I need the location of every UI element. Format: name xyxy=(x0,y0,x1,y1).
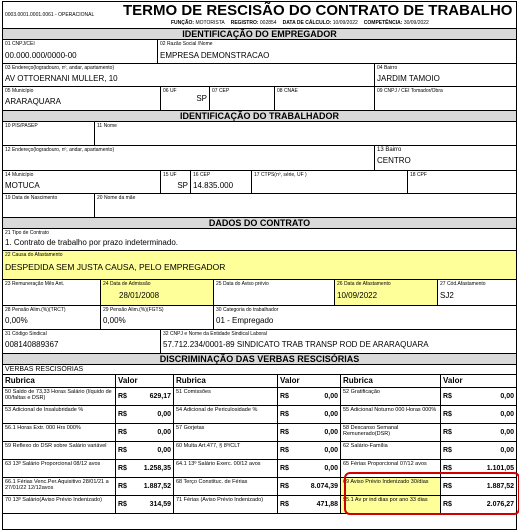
field-31 xyxy=(3,330,161,353)
verba-valor xyxy=(278,406,341,423)
label-12: 12 Endereço(logradouro, nº, andar, apartamento) xyxy=(5,147,115,153)
verbas-row xyxy=(3,388,516,406)
label-22: 22 Causa do Afastamento xyxy=(5,252,63,258)
verba-amount: 471,88 xyxy=(316,501,338,508)
currency-symbol: R$ xyxy=(118,429,127,436)
currency-symbol: R$ xyxy=(280,447,289,454)
row-trabalhador-1 xyxy=(3,122,516,146)
verba-amount: 1.258,35 xyxy=(143,465,171,472)
row-contrato-5 xyxy=(3,330,516,354)
verba-rubrica: 69 Aviso Prévio Indenizado 30/dias xyxy=(341,478,441,495)
currency-symbol: R$ xyxy=(118,483,127,490)
field-07 xyxy=(210,87,275,110)
value-05: ARARAQUARA xyxy=(5,97,62,106)
verba-rubrica: 66.1 Férias Venc.Per.Aquisitivo 28/01/21 a 27/01/22 12/12avos xyxy=(3,478,116,495)
field-18 xyxy=(408,171,516,193)
row-contrato-1 xyxy=(3,229,516,251)
field-22 xyxy=(3,251,516,279)
verba-rubrica: 59 Reflexo do DSR sobre Salário variável xyxy=(3,442,116,459)
row-trabalhador-2 xyxy=(3,146,516,171)
competencia-value: 30/09/2022 xyxy=(403,20,429,26)
field-26 xyxy=(335,280,438,305)
currency-symbol: R$ xyxy=(118,393,127,400)
value-06: SP xyxy=(196,94,207,103)
field-01 xyxy=(3,40,158,63)
verba-valor xyxy=(441,442,516,459)
verba-valor xyxy=(278,460,341,477)
currency-symbol: R$ xyxy=(118,465,127,472)
value-04: JARDIM TAMOIO xyxy=(377,74,440,83)
document-code: 0003.0001.0001.0061 - OPERACIONAL xyxy=(5,12,95,18)
currency-symbol: R$ xyxy=(280,483,289,490)
value-14: MOTUCA xyxy=(5,181,40,190)
verba-rubrica: 51 Comissões xyxy=(174,388,278,405)
verba-valor xyxy=(441,424,516,441)
section-empregador: IDENTIFICAÇÃO DO EMPREGADOR xyxy=(3,29,516,40)
currency-symbol: R$ xyxy=(443,393,452,400)
field-21 xyxy=(3,229,516,250)
label-17: 17 CTPS(nº, série, UF ) xyxy=(254,172,307,178)
currency-symbol: R$ xyxy=(118,411,127,418)
field-03 xyxy=(3,64,375,86)
field-04 xyxy=(375,64,516,86)
funcao-value: MOTORISTA xyxy=(195,20,225,26)
currency-symbol: R$ xyxy=(118,501,127,508)
registro-value: 002854 xyxy=(259,20,277,26)
verba-rubrica: 62 Salário-Família xyxy=(341,442,441,459)
currency-symbol: R$ xyxy=(443,501,452,508)
verbas-row xyxy=(3,478,516,496)
verba-valor xyxy=(116,478,174,495)
field-02 xyxy=(158,40,516,63)
label-09: 09 CNPJ / CEI Tomador/Obra xyxy=(377,88,443,94)
verba-valor xyxy=(441,406,516,423)
verba-rubrica: 68 Terço Constituc. de Férias xyxy=(174,478,278,495)
label-29: 29 Pensão Alim.(%)(FGTS) xyxy=(103,307,164,313)
value-22: DESPEDIDA SEM JUSTA CAUSA, PELO EMPREGADOR xyxy=(5,262,226,272)
label-19: 19 Data de Nascimento xyxy=(5,195,58,201)
value-32: 57.712.234/0001-89 SINDICATO TRAB TRANSP ROD DE ARARAQUARA xyxy=(163,340,429,349)
verba-amount: 0,00 xyxy=(500,393,514,400)
verba-valor xyxy=(441,478,516,495)
funcao-label: FUNÇÃO: xyxy=(171,20,195,26)
value-03: AV OTTOERNANI MULLER, 10 xyxy=(5,74,118,83)
row-contrato-3 xyxy=(3,280,516,306)
verba-rubrica: 53 Adicional de Insalubridade % xyxy=(3,406,116,423)
competencia-label: COMPETÊNCIA: xyxy=(363,20,403,26)
title-bar xyxy=(3,2,516,19)
currency-symbol: R$ xyxy=(118,447,127,454)
label-24: 24 Data de Admissão xyxy=(103,281,151,287)
document-title: TERMO DE RESCISÃO DO CONTRATO DE TRABALHO xyxy=(123,2,513,19)
value-30: 01 - Empregado xyxy=(216,316,274,325)
verba-rubrica: 57 Gorjetas xyxy=(174,424,278,441)
field-28 xyxy=(3,306,101,329)
section-trabalhador: IDENTIFICAÇÃO DO TRABALHADOR xyxy=(3,111,516,122)
field-23 xyxy=(3,280,101,305)
label-11: 11 Nome xyxy=(97,123,117,129)
field-30 xyxy=(214,306,516,329)
label-05: 05 Município xyxy=(5,88,34,94)
field-25 xyxy=(214,280,335,305)
verbas-row xyxy=(3,496,516,514)
value-15: SP xyxy=(177,181,188,190)
label-03: 03 Endereço(logradouro, nº, andar, apartamento) xyxy=(5,65,115,71)
verba-amount: 0,00 xyxy=(500,429,514,436)
field-15 xyxy=(161,171,191,193)
verba-rubrica: 71 Férias (Aviso Prévio Indenizado) xyxy=(174,496,278,513)
currency-symbol: R$ xyxy=(280,393,289,400)
verba-valor xyxy=(116,442,174,459)
value-29: 0,00% xyxy=(103,316,126,325)
verba-amount: 8.074,39 xyxy=(310,483,338,490)
label-28: 28 Pensão Alim.(%)(TRCT) xyxy=(5,307,66,313)
row-contrato-4 xyxy=(3,306,516,330)
verba-rubrica: 54 Adicional de Periculosidade % xyxy=(174,406,278,423)
verba-valor xyxy=(116,496,174,513)
verba-amount: 0,00 xyxy=(157,411,171,418)
value-27: SJ2 xyxy=(440,291,454,300)
label-04: 04 Bairro xyxy=(377,65,398,71)
header-rubrica-2: Rubrica xyxy=(174,375,278,387)
label-07: 07 CEP xyxy=(212,88,230,94)
verba-amount: 1.887,52 xyxy=(486,483,514,490)
verba-valor xyxy=(116,406,174,423)
value-13: CENTRO xyxy=(377,156,411,165)
value-28: 0,00% xyxy=(5,316,28,325)
verba-valor xyxy=(116,460,174,477)
field-29 xyxy=(101,306,214,329)
header-valor-1: Valor xyxy=(116,375,174,387)
verba-rubrica: 70 13º Salário(Aviso Prévio Indenizado) xyxy=(3,496,116,513)
currency-symbol: R$ xyxy=(443,429,452,436)
verbas-row xyxy=(3,460,516,478)
label-01: 01 CNPJ/CEI xyxy=(5,41,35,47)
label-13: 13 Bairro xyxy=(377,147,402,153)
verbas-title: VERBAS RESCISÓRIAS xyxy=(3,365,516,375)
value-01: 00.000.000/0000-00 xyxy=(5,51,77,60)
field-17 xyxy=(252,171,408,193)
registro-label: REGISTRO: xyxy=(230,20,259,26)
field-12 xyxy=(3,146,375,170)
field-13 xyxy=(375,146,516,170)
field-27 xyxy=(438,280,516,305)
header-rubrica-3: Rubrica xyxy=(341,375,441,387)
currency-symbol: R$ xyxy=(443,411,452,418)
label-27: 27 Cód.Afastamento xyxy=(440,281,486,287)
field-16 xyxy=(191,171,252,193)
trct-document xyxy=(2,1,517,530)
verba-amount: 0,00 xyxy=(324,465,338,472)
row-contrato-2 xyxy=(3,251,516,280)
row-empregador-2 xyxy=(3,64,516,87)
verba-amount: 0,00 xyxy=(157,447,171,454)
verbas-row xyxy=(3,424,516,442)
verba-amount: 0,00 xyxy=(324,411,338,418)
currency-symbol: R$ xyxy=(443,483,452,490)
label-32: 32 CNPJ e Nome da Entidade Sindical Laboral xyxy=(163,331,267,337)
verba-amount: 0,00 xyxy=(500,411,514,418)
label-16: 16 CEP xyxy=(193,172,211,178)
value-26: 10/09/2022 xyxy=(337,291,378,300)
value-24: 28/01/2008 xyxy=(119,291,160,300)
verba-rubrica: 58 Descanso Semanal Remunerado(DSR) xyxy=(341,424,441,441)
field-10 xyxy=(3,122,95,145)
verba-valor xyxy=(278,496,341,513)
verba-valor xyxy=(278,424,341,441)
field-24 xyxy=(101,280,214,305)
label-06: 06 UF xyxy=(163,88,177,94)
header-valor-2: Valor xyxy=(278,375,341,387)
calculo-label: DATA DE CÁLCULO: xyxy=(282,20,332,26)
row-empregador-1 xyxy=(3,40,516,64)
verba-valor xyxy=(441,496,516,513)
verba-amount: 1.887,52 xyxy=(143,483,171,490)
label-08: 08 CNAE xyxy=(277,88,298,94)
value-31: 008140889367 xyxy=(5,340,59,349)
verba-valor xyxy=(278,478,341,495)
label-23: 23 Remuneração Mês Ant. xyxy=(5,281,65,287)
section-contrato: DADOS DO CONTRATO xyxy=(3,218,516,229)
header-valor-3: Valor xyxy=(443,376,463,385)
label-15: 15 UF xyxy=(163,172,177,178)
field-06 xyxy=(161,87,210,110)
header-meta xyxy=(3,19,516,29)
field-20 xyxy=(95,194,516,217)
row-trabalhador-4 xyxy=(3,194,516,218)
verba-valor xyxy=(116,388,174,405)
label-18: 18 CPF xyxy=(410,172,427,178)
label-21: 21 Tipo de Contrato xyxy=(5,230,49,236)
field-05 xyxy=(3,87,161,110)
verba-amount: 2.076,27 xyxy=(486,501,514,508)
header-rubrica-1: Rubrica xyxy=(3,375,116,387)
verba-rubrica: 56.1 Horas Extr. 000 Hrs 000% xyxy=(3,424,116,441)
field-14 xyxy=(3,171,161,193)
verba-rubrica: 55 Adicional Noturno 000 Horas 000% xyxy=(341,406,441,423)
field-08 xyxy=(275,87,375,110)
calculo-value: 10/09/2022 xyxy=(332,20,358,26)
field-19 xyxy=(3,194,95,217)
currency-symbol: R$ xyxy=(280,501,289,508)
currency-symbol: R$ xyxy=(280,429,289,436)
verba-rubrica: 50 Saldo de 73,33 Horas Salário (líquido de 00/faltas e DSR) xyxy=(3,388,116,405)
verba-amount: 0,00 xyxy=(324,429,338,436)
label-30: 30 Categoria do trabalhador xyxy=(216,307,279,313)
label-14: 14 Município xyxy=(5,172,34,178)
verbas-header xyxy=(3,375,516,388)
verba-amount: 314,59 xyxy=(149,501,171,508)
verba-valor xyxy=(278,388,341,405)
field-09 xyxy=(375,87,516,110)
currency-symbol: R$ xyxy=(443,447,452,454)
value-16: 14.835.000 xyxy=(193,181,234,190)
verba-amount: 0,00 xyxy=(157,429,171,436)
verba-valor xyxy=(441,388,516,405)
currency-symbol: R$ xyxy=(280,411,289,418)
verba-rubrica: 52 Gratificação xyxy=(341,388,441,405)
verba-valor xyxy=(441,460,516,477)
value-21: 1. Contrato de trabalho por prazo indeterminado. xyxy=(5,238,178,247)
label-10: 10 PIS/PASEP xyxy=(5,123,38,129)
field-11 xyxy=(95,122,516,145)
verba-amount: 629,17 xyxy=(149,393,171,400)
currency-symbol: R$ xyxy=(443,465,452,472)
label-20: 20 Nome da mãe xyxy=(97,195,136,201)
verba-amount: 0,00 xyxy=(500,447,514,454)
verba-rubrica: 65 Férias Proporcional 07/12 avos xyxy=(341,460,441,477)
verbas-row xyxy=(3,406,516,424)
row-empregador-3 xyxy=(3,87,516,111)
row-trabalhador-3 xyxy=(3,171,516,194)
verba-rubrica: 60 Multa Art.477, § 8º/CLT xyxy=(174,442,278,459)
verba-amount: 1.101,05 xyxy=(486,465,514,472)
verba-rubrica: 95.1 Av pr ind dias por ano 33 dias xyxy=(341,496,441,513)
verba-amount: 0,00 xyxy=(324,393,338,400)
label-26: 26 Data de Afastamento xyxy=(337,281,391,287)
field-32 xyxy=(161,330,516,353)
verba-amount: 0,00 xyxy=(324,447,338,454)
verba-rubrica: 63 13º Salário Proporcional 08/12 avos xyxy=(3,460,116,477)
value-02: EMPRESA DEMONSTRACAO xyxy=(160,51,270,60)
label-31: 31 Código Sindical xyxy=(5,331,47,337)
verbas-row xyxy=(3,442,516,460)
verbas-table xyxy=(3,388,516,514)
verba-rubrica: 64.1 13º Salário Exerc. 00/12 avos xyxy=(174,460,278,477)
currency-symbol: R$ xyxy=(280,465,289,472)
verba-valor xyxy=(116,424,174,441)
verba-valor xyxy=(278,442,341,459)
section-verbas: DISCRIMINAÇÃO DAS VERBAS RESCISÓRIAS xyxy=(3,354,516,365)
label-25: 25 Data do Aviso prévio xyxy=(216,281,269,287)
label-02: 02 Razão Social /Nome xyxy=(160,41,213,47)
